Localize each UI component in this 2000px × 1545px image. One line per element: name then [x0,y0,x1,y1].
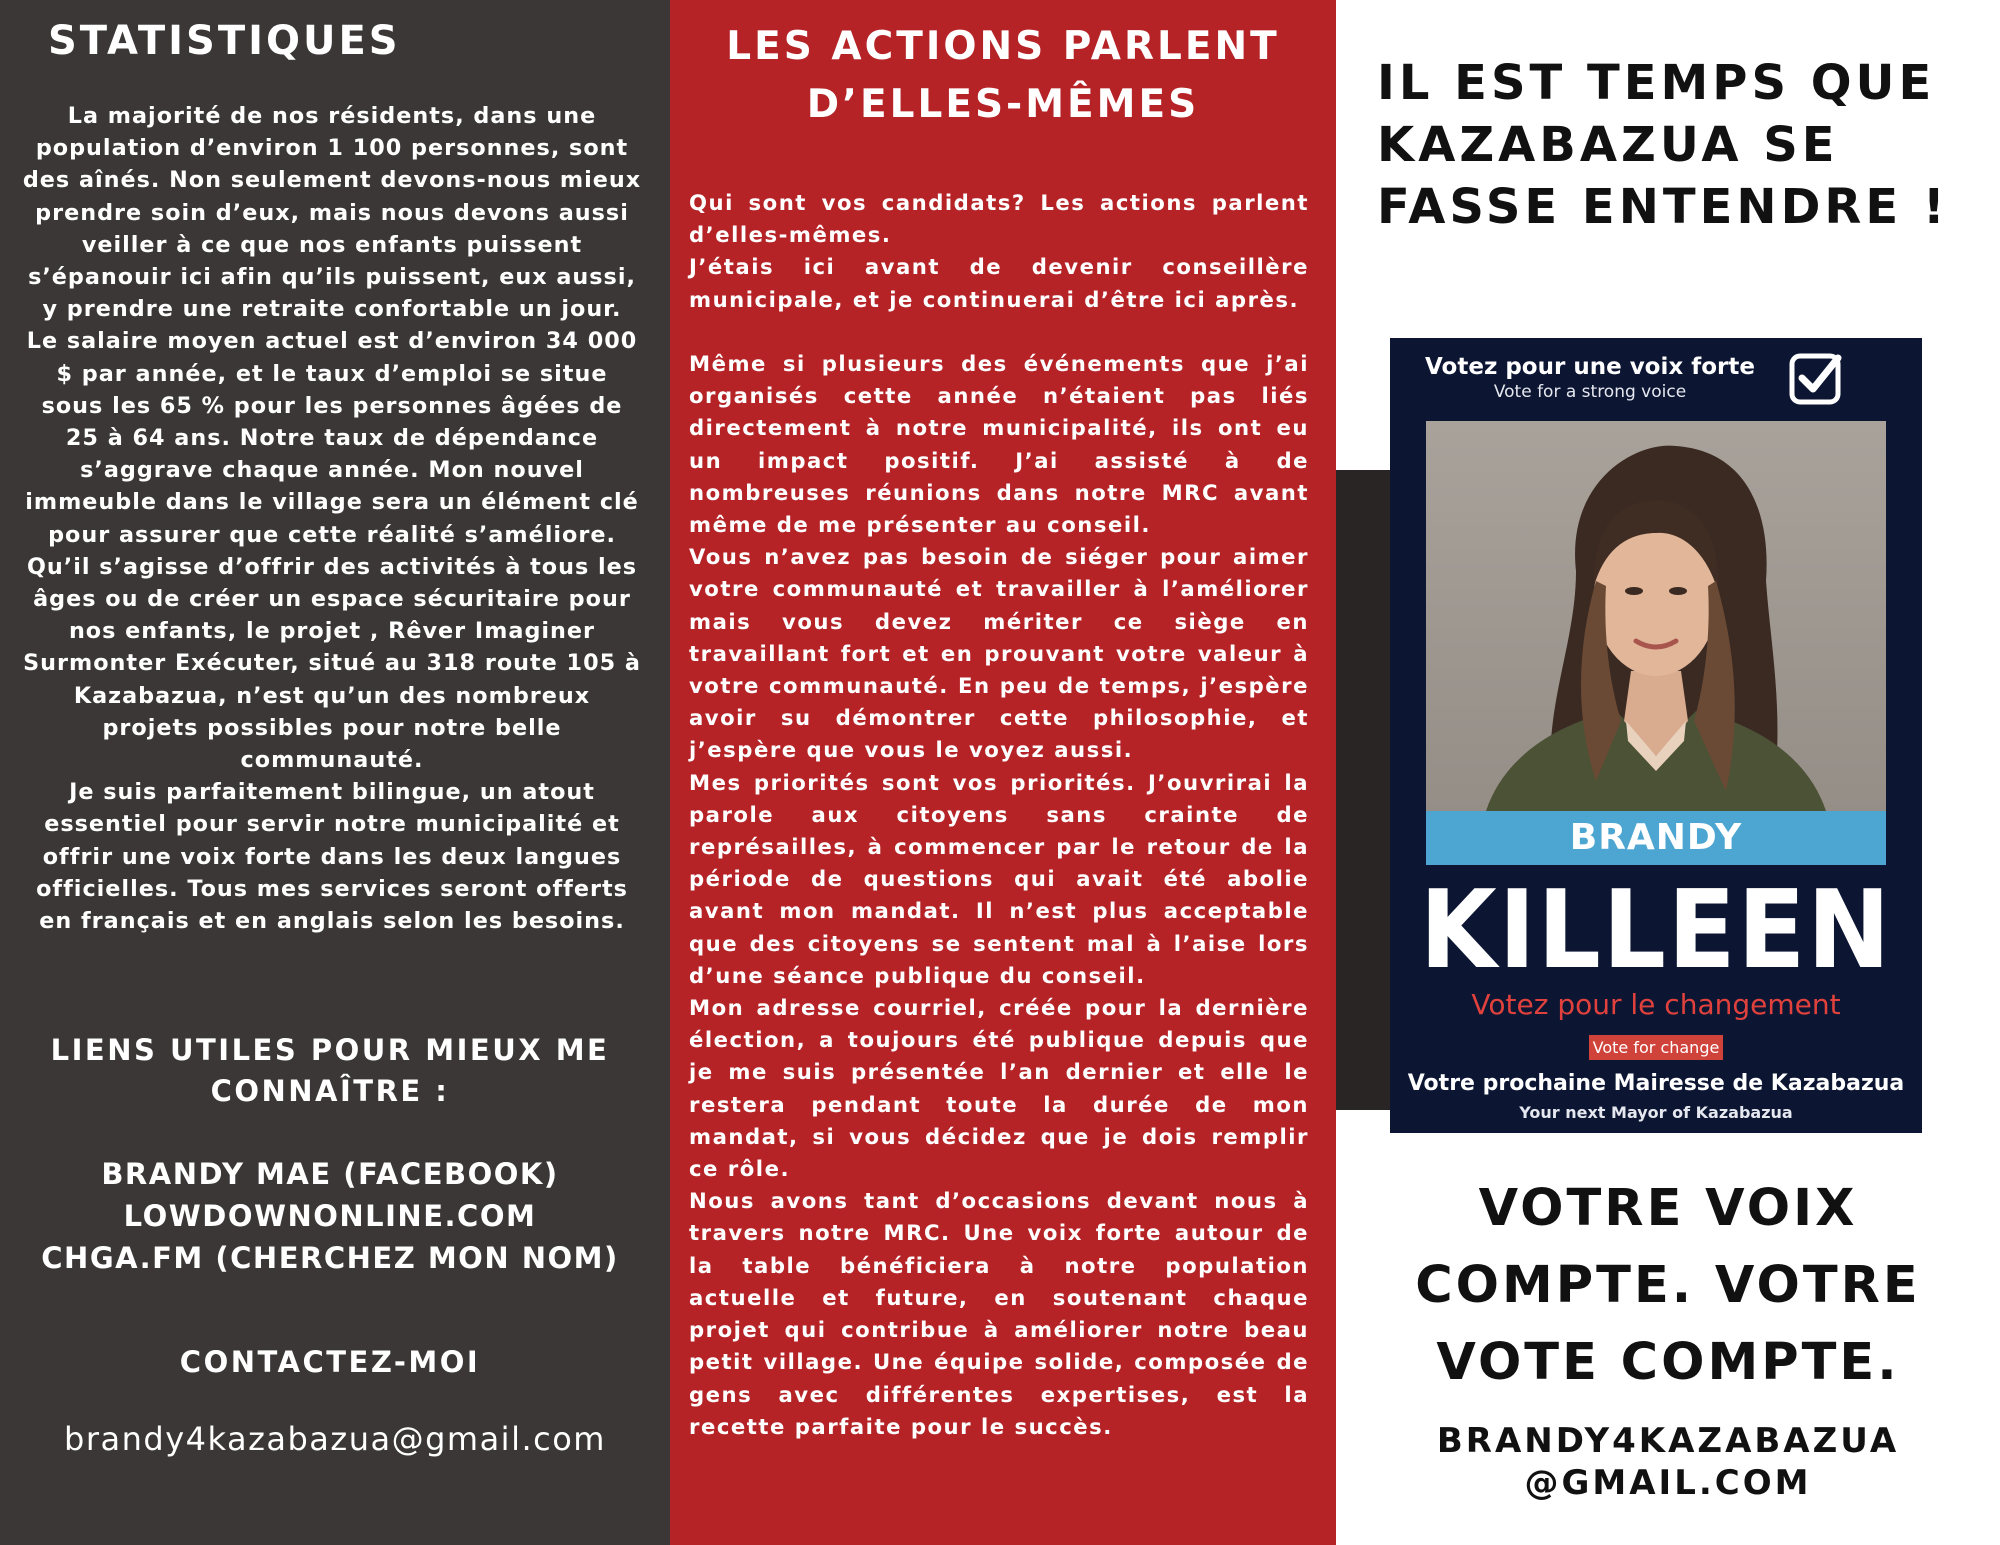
contact-email-link[interactable]: brandy4kazabazua@gmail.com [64,1420,606,1458]
actions-title: LES ACTIONS PARLENT D’ELLES-MÊMES [726,24,1280,127]
poster-tagline-en: Vote for a strong voice [1493,382,1687,402]
next-mayor-fr: Votre prochaine Mairesse de Kazabazua [1407,1071,1905,1096]
vote-slogan: VOTRE VOIX COMPTE. VOTRE VOTE COMPTE. [1415,1179,1921,1392]
actions-paragraph: Nous avons tant d’occasions devant nous à travers notre MRC. Une voix forte autour de la table bénéficiera à notre population actuelle et future, en soutenant chaque projet qui contribue à améliorer notre beau petit village. Une équipe solide, composée de gens avec différentes expertises, est la recette parfaite pour le succès. [689,1188,1309,1439]
statistics-panel [0,0,670,1545]
campaign-email[interactable] [1336,1420,2000,1504]
campaign-panel [1336,0,2000,1545]
link-facebook[interactable]: BRANDY MAE (FACEBOOK) [101,1157,559,1191]
link-lowdownonline[interactable]: LOWDOWNONLINE.COM [123,1199,537,1233]
vote-change-en-badge: Vote for change [1589,1035,1723,1060]
actions-paragraph: Qui sont vos candidats? Les actions parlent d’elles-mêmes. [689,190,1309,248]
actions-paragraph: J’étais ici avant de devenir conseillère municipale, et je continuerai d’être ici après. [689,254,1309,312]
useful-links-title: LIENS UTILES POUR MIEUX ME CONNAÎTRE : [50,1033,610,1108]
candidate-portrait [1426,421,1886,811]
statistics-paragraph: Le salaire moyen actuel est d’environ 34 000 $ par année, et le taux d’emploi se situe sous les 65 % pour les personnes âgées de 25 à 64 ans. Notre taux de dépendance s’aggrave chaque année. Mon nouvel immeuble dans le village sera un élément clé pour assurer que cette réalité s’améliore. Qu’il s’agisse d’offrir des activités à tous les âges ou de créer un espace sécuritaire pour nos enfants, le projet , Rêver Imaginer Surmonter Exécuter, situé au 318 route 105 à Kazabazua, n’est qu’un des nombreux projets possibles pour notre belle communauté. [23,328,641,774]
checkbox-check-icon [1788,350,1844,406]
poster-tagline-fr: Votez pour une voix forte [1425,354,1755,380]
campaign-poster [1390,338,1922,1133]
actions-panel [670,0,1336,1545]
candidate-last-name: KILLEEN [1419,868,1893,993]
useful-links-list [20,1153,640,1279]
statistics-title: STATISTIQUES [48,18,401,64]
poster-header [1390,354,1790,402]
candidate-first-name: BRANDY [1426,811,1886,865]
contact-title: CONTACTEZ-MOI [179,1345,481,1379]
actions-paragraph: Mon adresse courriel, créée pour la dernière élection, a toujours été publique depuis que je me suis présentée l’an dernier et elle le restera pendant toute la durée de mon mandat, si vous décidez que je dois remplir ce rôle. [689,995,1309,1182]
statistics-paragraph: Je suis parfaitement bilingue, un atout essentiel pour servir notre municipalité et offrir une voix forte dans les deux langues officielles. Tous mes services seront offerts en français et en anglais selon les besoins. [36,779,628,935]
link-chga-fm[interactable]: CHGA.FM (CHERCHEZ MON NOM) [41,1241,619,1275]
email-line-2: @GMAIL.COM [1524,1463,1812,1503]
campaign-headline: IL EST TEMPS QUE KAZABAZUA SE FASSE ENTENDRE ! [1377,55,1949,235]
decorative-band [1336,470,1391,1110]
statistics-paragraph: La majorité de nos résidents, dans une population d’environ 1 100 personnes, sont des aînés. Non seulement devons-nous mieux prendre soin d’eux, mais nous devons aussi veiller à ce que nos enfants puissent s’épanouir ici afin qu’ils puissent, eux aussi, y prendre une retraite confortable un jour. [22,103,642,323]
actions-body [689,187,1309,1443]
email-line-1: BRANDY4KAZABAZUA [1436,1421,1900,1461]
vote-change-fr: Votez pour le changement [1471,988,1841,1021]
actions-paragraph: Mes priorités sont vos priorités. J’ouvrirai la parole aux citoyens sans crainte de représailles, à commencer par le retour de la période de questions qui avait été abolie avant mon mandat. Il n’est plus acceptable que des citoyens se sentent mal à l’aise lors d’une séance publique du conseil. [689,769,1309,988]
actions-paragraph: Vous n’avez pas besoin de siéger pour aimer votre communauté et travailler à l’améliorer mais vous devez mériter ce siège en travaillant fort et en prouvant votre valeur à votre communauté. En peu de temps, j’espère avoir su démontrer cette philosophie, et j’espère que vous le voyez aussi. [689,544,1309,763]
portrait-image [1426,421,1886,811]
paragraph-spacer [689,316,1309,348]
actions-paragraph: Même si plusieurs des événements que j’ai organisés cette année n’étaient pas liés directement à notre municipalité, ils ont eu un impact positif. J’ai assisté à de nombreuses réunions dans notre MRC avant même de me présenter au conseil. [689,351,1309,538]
next-mayor-en: Your next Mayor of Kazabazua [1519,1103,1793,1122]
statistics-body [22,100,642,937]
